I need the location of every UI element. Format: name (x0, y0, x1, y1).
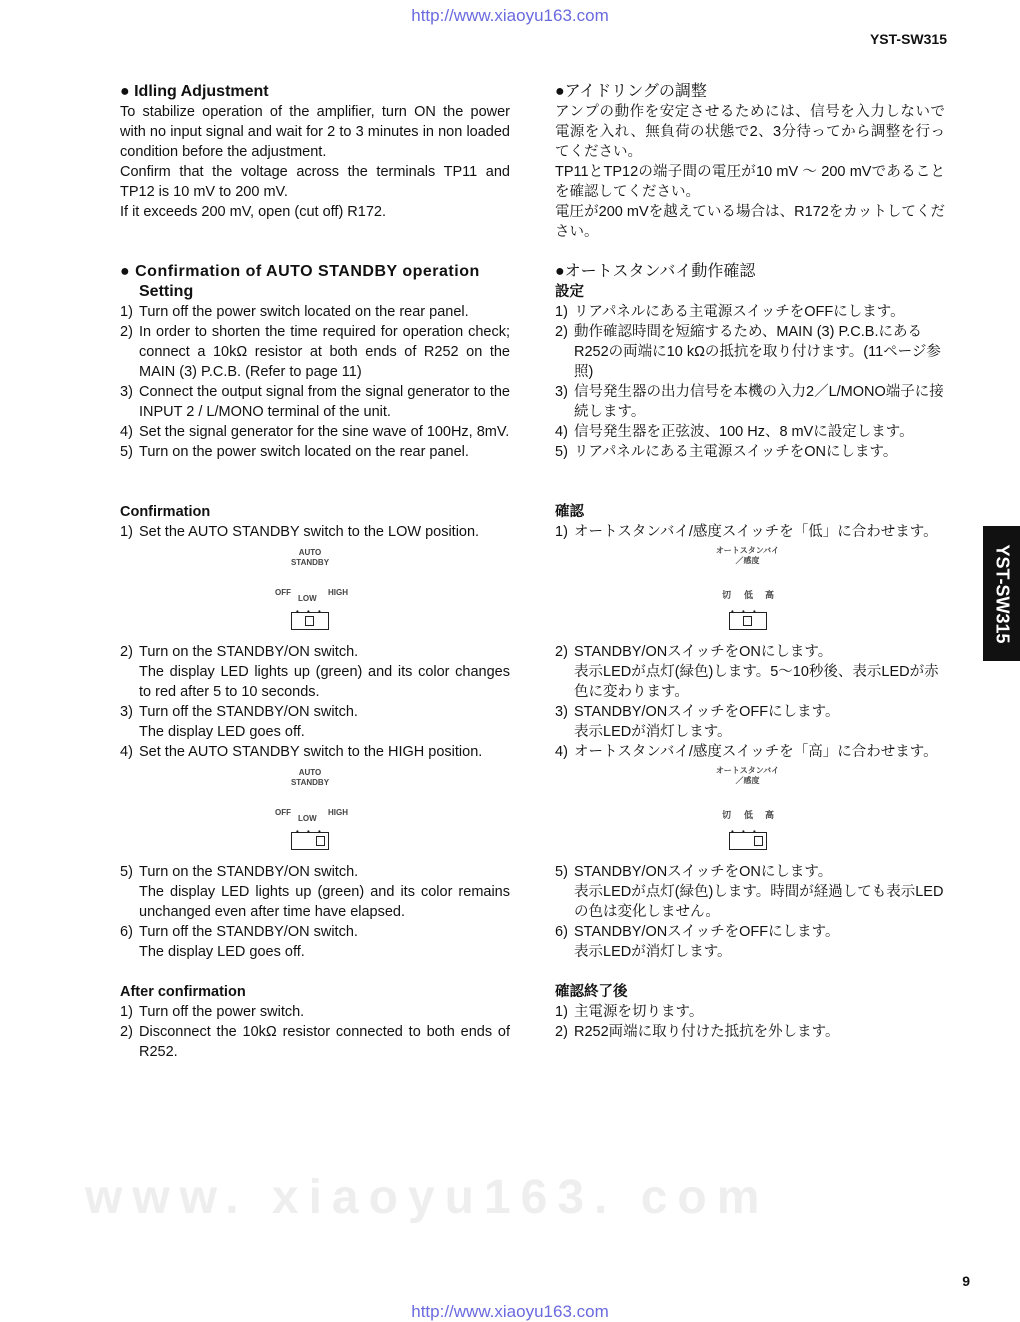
list-item: 4) 信号発生器を正弦波、100 Hz、8 mVに設定します。 (555, 424, 914, 440)
side-tab-label: YST-SW315 (992, 543, 1012, 644)
list-item: 6) Turn off the STANDBY/ON switch. (120, 924, 358, 940)
jp-idling-p1: アンプの動作を安定させるためには、信号を入力しないで電源を入れ、無負荷の状態で2、3分待ってから調整を行ってください。 (555, 104, 945, 160)
list-item-detail: 表示LEDが点灯(緑色)します。時間が経過しても表示LEDの色は変化しません。 (574, 884, 944, 920)
list-item: 5) リアパネルにある主電源スイッチをONにします。 (555, 444, 898, 460)
jp-setting-list (555, 302, 945, 462)
jp-auto-standby-section (555, 262, 945, 462)
url-bottom[interactable]: http://www.xiaoyu163.com (411, 1302, 609, 1321)
list-item: 2) Disconnect the 10kΩ resistor connected to both ends of R252. (120, 1024, 510, 1060)
en-after-title: After confirmation (120, 984, 246, 1000)
list-item: 1) 主電源を切ります。 (555, 1004, 704, 1020)
list-item: 6) STANDBY/ONスイッチをOFFにします。 (555, 924, 840, 940)
list-item-detail: 表示LEDが点灯(緑色)します。5〜10秒後、表示LEDが赤色に変わります。 (574, 664, 939, 700)
list-item-detail: The display LED lights up (green) and its color changes to red after 5 to 10 seconds. (139, 664, 510, 700)
en-auto-standby-section (120, 262, 510, 462)
jp-idling-section (555, 82, 945, 242)
list-item: 4) オートスタンバイ/感度スイッチを「高」に合わせます。 (555, 744, 938, 760)
jp-idling-p3: 電圧が200 mVを越えている場合は、R172をカットしてください。 (555, 204, 945, 240)
side-tab (983, 526, 1020, 661)
en-idling-p2: Confirm that the voltage across the terminals TP11 and TP12 is 10 mV to 200 mV. (120, 164, 510, 200)
auto-standby-switch (729, 832, 767, 850)
jp-idling-p2: TP11とTP12の端子間の電圧が10 mV 〜 200 mVであることを確認してください。 (555, 164, 945, 200)
list-item-detail: 表示LEDが消灯します。 (574, 944, 732, 960)
en-auto-title: ● Confirmation of AUTO STANDBY operation (120, 263, 480, 280)
auto-standby-switch (729, 612, 767, 630)
list-item: 5) Turn on the power switch located on the rear panel. (120, 444, 469, 460)
list-item: 3) Turn off the STANDBY/ON switch. (120, 704, 358, 720)
list-item-detail: 表示LEDが消灯します。 (574, 724, 732, 740)
list-item: 3) 信号発生器の出力信号を本機の入力2／L/MONO端子に接続します。 (555, 384, 944, 420)
list-item: 4) Set the AUTO STANDBY switch to the HIGH position. (120, 744, 483, 760)
model-number: YST-SW315 (869, 31, 947, 47)
list-item: 4) Set the signal generator for the sine wave of 100Hz, 8mV. (120, 424, 510, 440)
jp-setting-label: 設定 (555, 284, 584, 300)
en-confirmation-title: Confirmation (120, 504, 211, 520)
en-idling-section (120, 82, 510, 222)
en-idling-p3: If it exceeds 200 mV, open (cut off) R172. (120, 204, 386, 220)
list-item: 1) Turn off the power switch located on the rear panel. (120, 304, 469, 320)
auto-standby-switch (291, 832, 329, 850)
page-number: 9 (962, 1273, 970, 1289)
en-setting-list (120, 302, 510, 462)
list-item: 2) STANDBY/ONスイッチをONにします。 (555, 644, 833, 660)
list-item: 2) R252両端に取り付けた抵抗を外します。 (555, 1024, 840, 1040)
url-top[interactable]: http://www.xiaoyu163.com (411, 6, 609, 25)
jp-confirmation-section (555, 502, 945, 1042)
jp-auto-title: ●オートスタンバイ動作確認 (555, 263, 756, 280)
jp-switch-diagram-high: オートスタンバイ ／感度 切 低 高 • • • (555, 762, 945, 862)
watermark: www. xiaoyu163. com (85, 1171, 770, 1224)
list-item: 2) In order to shorten the time required for operation check; connect a 10kΩ resistor at both ends of R252 on the MAIN (3) P.C.B. (Refer to page 11) (120, 324, 510, 380)
list-item: 1) Set the AUTO STANDBY switch to the LOW position. (120, 524, 480, 540)
jp-switch-diagram-low: オートスタンバイ ／感度 切 低 高 • • • (555, 542, 945, 642)
list-item: 5) Turn on the STANDBY/ON switch. (120, 864, 359, 880)
list-item: 3) STANDBY/ONスイッチをOFFにします。 (555, 704, 840, 720)
en-setting-label: Setting (139, 283, 194, 300)
auto-standby-switch (291, 612, 329, 630)
list-item: 2) Turn on the STANDBY/ON switch. (120, 644, 359, 660)
en-switch-diagram-low: AUTO STANDBY OFF LOW HIGH • • • (120, 542, 510, 642)
list-item: 3) Connect the output signal from the signal generator to the INPUT 2 / L/MONO terminal of the unit. (120, 384, 510, 420)
en-idling-title: ● Idling Adjustment (120, 83, 269, 100)
jp-after-title: 確認終了後 (555, 984, 628, 1000)
en-idling-p1: To stabilize operation of the amplifier, turn ON the power with no input signal and wait for 2 to 3 minutes in non loaded condition before the adjustment. (120, 104, 510, 160)
list-item: 1) Turn off the power switch. (120, 1004, 305, 1020)
list-item-detail: The display LED goes off. (139, 944, 305, 960)
list-item: 1) リアパネルにある主電源スイッチをOFFにします。 (555, 304, 905, 320)
list-item: 1) オートスタンバイ/感度スイッチを「低」に合わせます。 (555, 524, 938, 540)
list-item-detail: The display LED lights up (green) and its color remains unchanged even after time have elapsed. (139, 884, 510, 920)
jp-confirmation-title: 確認 (555, 504, 584, 520)
en-switch-diagram-high: AUTO STANDBY OFF LOW HIGH • • • (120, 762, 510, 862)
list-item-detail: The display LED goes off. (139, 724, 305, 740)
en-confirmation-section (120, 502, 510, 1062)
list-item: 2) 動作確認時間を短縮するため、MAIN (3) P.C.B.にあるR252の両端に10 kΩの抵抗を取り付けます。(11ページ参照) (555, 324, 941, 380)
list-item: 5) STANDBY/ONスイッチをONにします。 (555, 864, 833, 880)
jp-idling-title: ●アイドリングの調整 (555, 83, 707, 100)
